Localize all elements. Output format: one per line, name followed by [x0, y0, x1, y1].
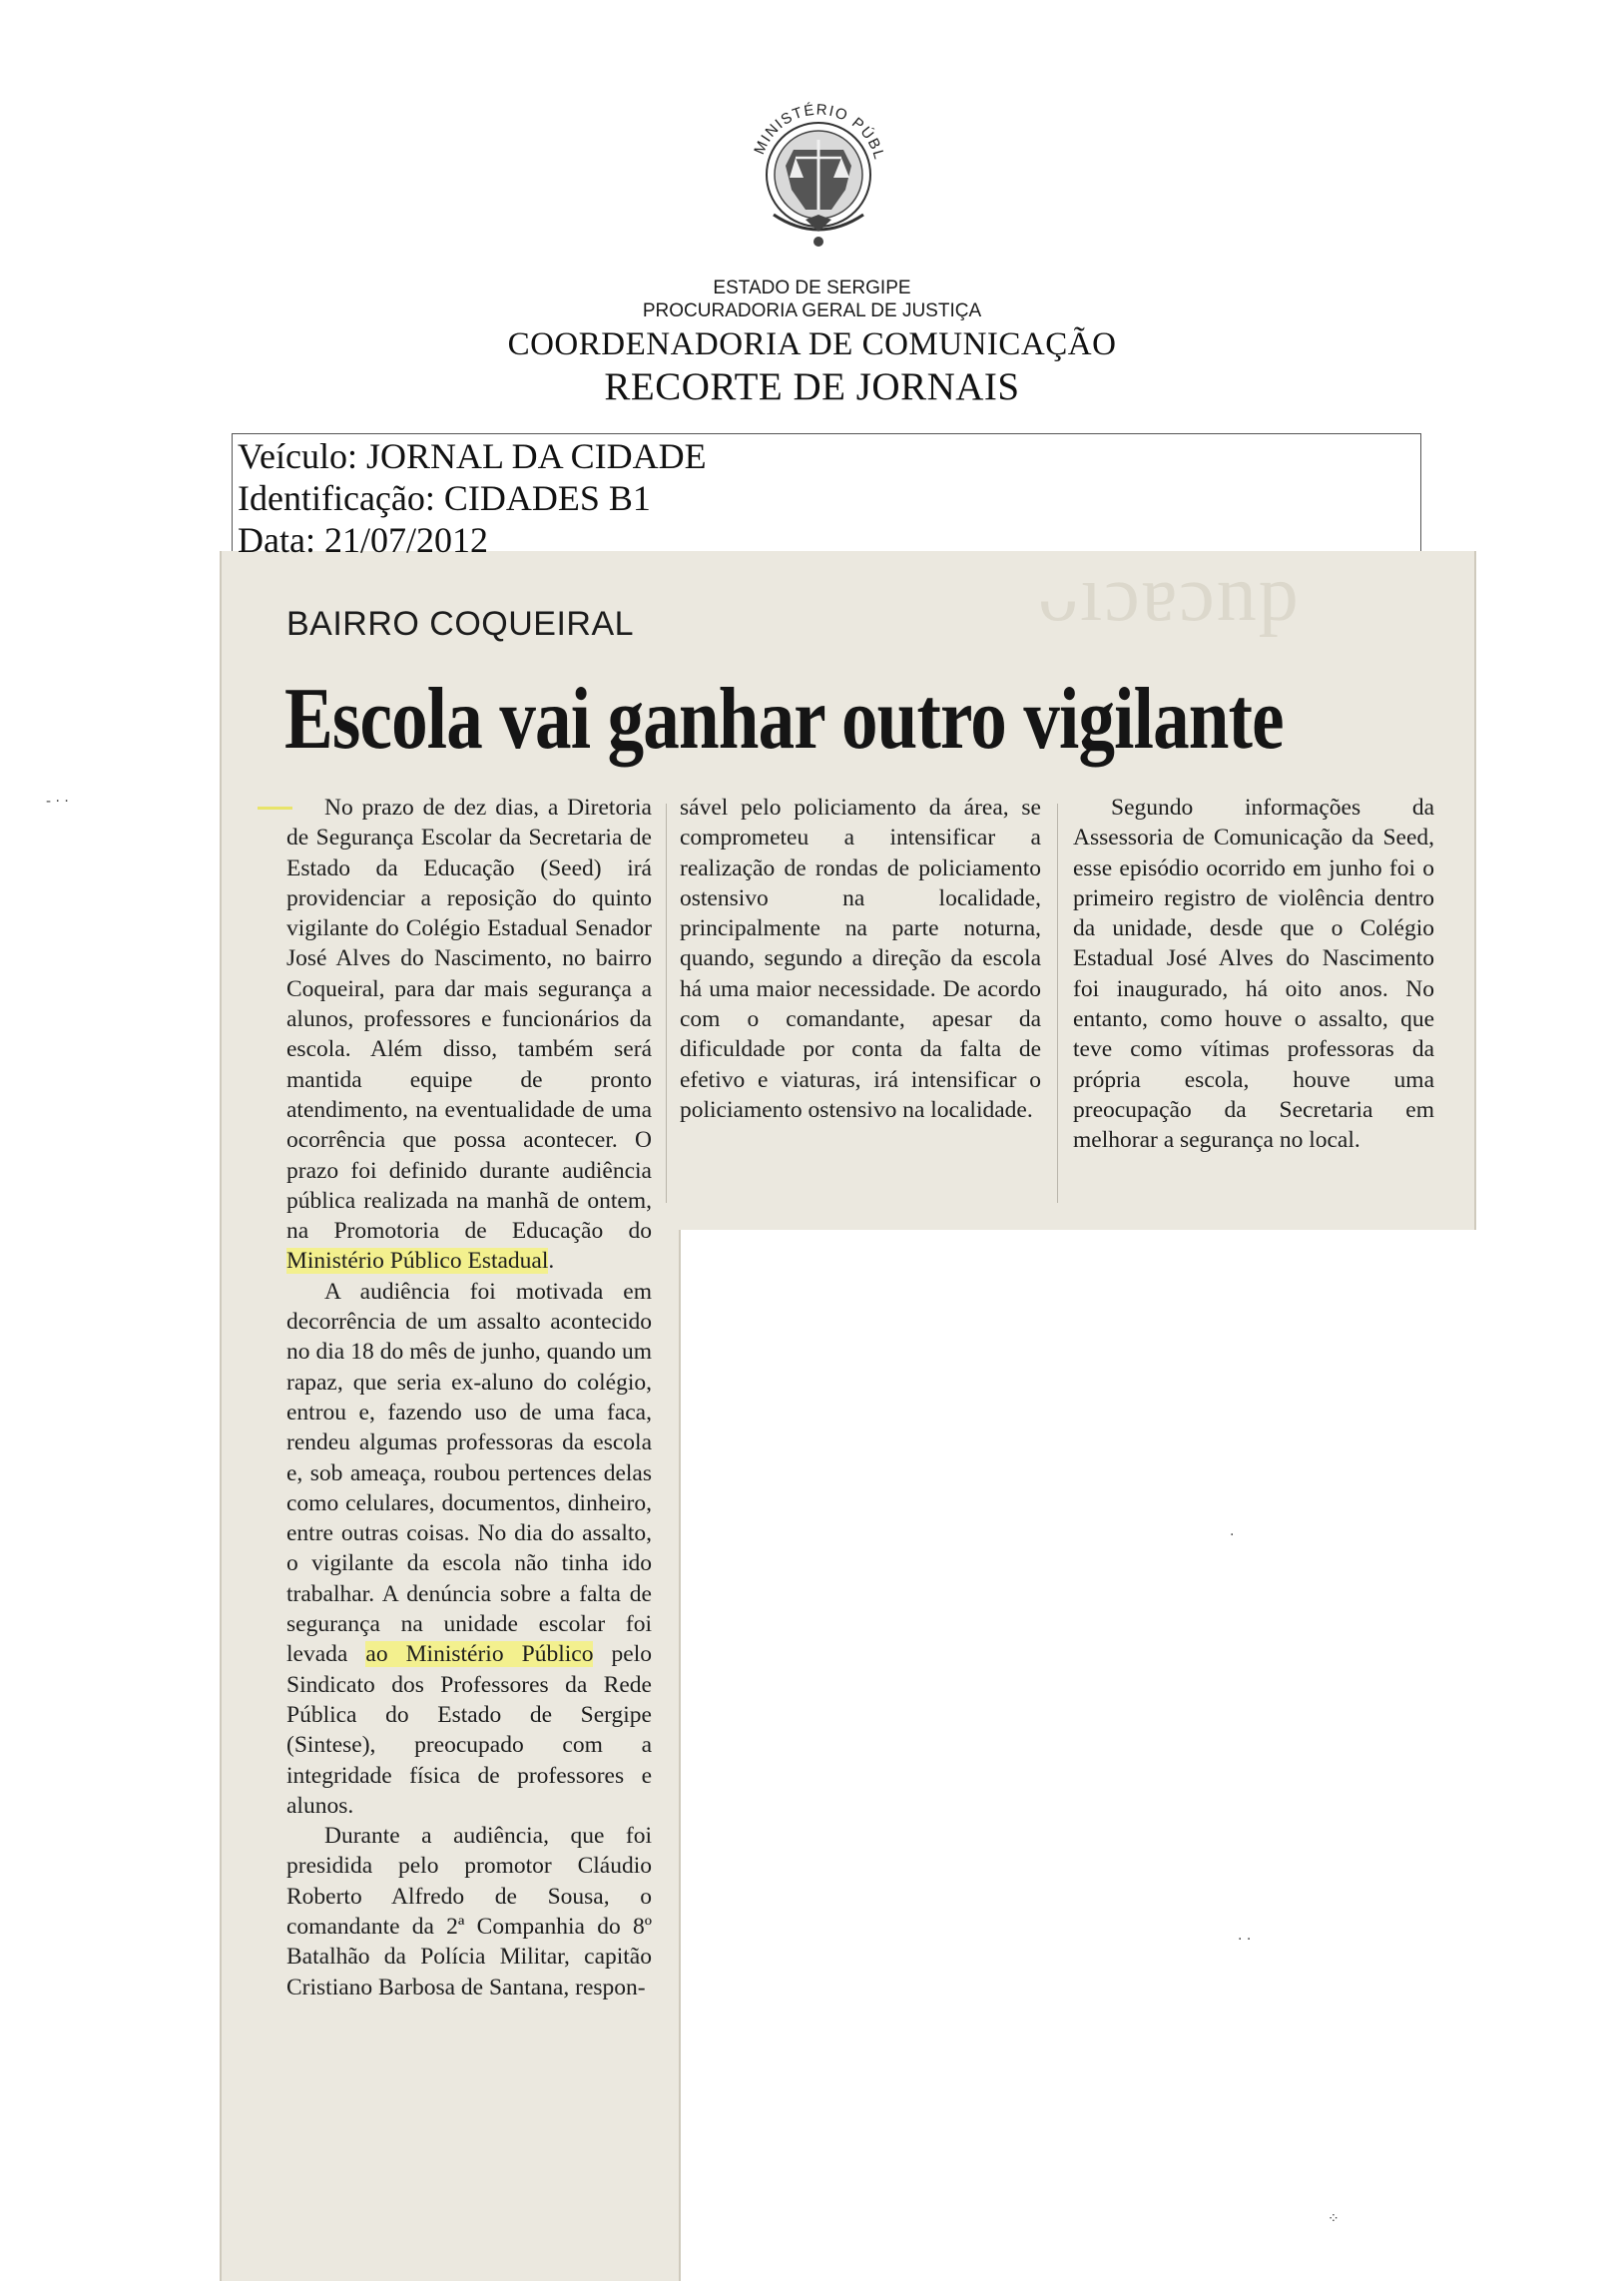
veiculo-line: Veículo: JORNAL DA CIDADE — [238, 436, 707, 476]
article-column-1 — [286, 793, 652, 2002]
headline: Escola vai ganhar outro vigilante — [284, 671, 1284, 768]
paragraph — [286, 1277, 652, 1821]
column-rule — [1057, 804, 1058, 1203]
highlighted-text: ao Ministério Público — [365, 1641, 594, 1668]
section-label: BAIRRO COQUEIRAL — [286, 605, 635, 643]
article-column-2 — [680, 793, 1041, 1125]
bleed-through-text: ᴗıɔɐɔnp — [1038, 550, 1301, 638]
scan-speck: ⁘ — [1328, 2211, 1340, 2227]
scan-speck: · · — [1238, 1932, 1252, 1948]
scan-speck: · — [1230, 1527, 1235, 1543]
header-recorte: RECORTE DE JORNAIS — [604, 365, 1020, 408]
paragraph-text: A audiência foi motivada em decorrência de um assalto acontecido no dia 18 do mês de junho, quando um rapaz, que seria ex-aluno do colégio, entrou e, fazendo uso de uma faca, rendeu algumas professoras da escola e, sob ameaça, roubou pertences delas como celulares, documentos, dinheiro, entre outras coisas. No dia do assalto, o vigilante da escola não tinha ido trabalhar. A denúncia sobre a falta de segurança na unidade escolar foi levada — [286, 1278, 652, 1668]
paragraph-text: pelo Sindicato dos Professores da Rede Pública do Estado de Sergipe (Sintese), preocupado com a integridade física de professores e alunos. — [286, 1641, 653, 1819]
paragraph-text: No prazo de dez dias, a Diretoria de Segurança Escolar da Secretaria de Estado da Educação (Seed) irá providenciar a reposição do quinto vigilante do Colégio Estadual Senador José Alves do Nascimento, no bairro Coqueiral, para dar mais segurança a alunos, professores e funcionários da escola. Além disso, também será mantida equipe de pronto atendimento, na eventualidade de uma ocorrência que possa acontecer. O prazo foi definido durante audiência pública realizada na manhã de ontem, na Promotoria de Educação do — [286, 795, 652, 1245]
header-procuradoria: PROCURADORIA GERAL DE JUSTIÇA — [642, 300, 982, 321]
data-line: Data: 21/07/2012 — [238, 520, 488, 560]
svg-text:MINISTÉRIO PÚBLICO: MINISTÉRIO PÚBL — [751, 101, 888, 163]
paragraph: sável pelo policiamento da área, se comprometeu a intensificar a realização de rondas de policiamento ostensivo na localidade, principalmente na parte noturna, quando, segundo a direção da escola há uma maior necessidade. De acordo com o comandante, apesar da dificuldade por conta da falta de efetivo e viaturas, irá intensificar o policiamento ostensivo na localidade. — [680, 795, 1041, 1123]
highlighted-text: Ministério Público Estadual — [286, 1248, 549, 1275]
paragraph: Segundo informações da Assessoria de Comunicação da Seed, esse episódio ocorrido em junho foi o primeiro registro de violência dentro da unidade, desde que o Colégio Estadual José Alves do Nascimento foi inaugurado, há oito anos. No entanto, como houve o assalto, que teve como vítimas professoras da própria escola, houve uma preocupação da Secretaria em melhorar a segurança no local. — [1073, 795, 1434, 1154]
ministerio-publico-seal — [734, 70, 903, 260]
identificacao-line: Identificação: CIDADES B1 — [238, 478, 651, 518]
header-coordenadoria: COORDENADORIA DE COMUNICAÇÃO — [507, 326, 1117, 362]
article-column-3 — [1073, 793, 1434, 1156]
header-state: ESTADO DE SERGIPE — [713, 278, 911, 298]
paragraph: Durante a audiência, que foi presidida pelo promotor Cláudio Roberto Alfredo de Sousa, o comandante da 2ª Companhia do 8º Batalhão da Polícia Militar, capitão Cristiano Barbosa de Santana, respon- — [286, 1823, 652, 2000]
paragraph-end: . — [548, 1248, 555, 1275]
paragraph — [286, 793, 652, 1277]
scan-speck: - · · — [46, 794, 69, 810]
column-rule — [666, 804, 667, 1203]
